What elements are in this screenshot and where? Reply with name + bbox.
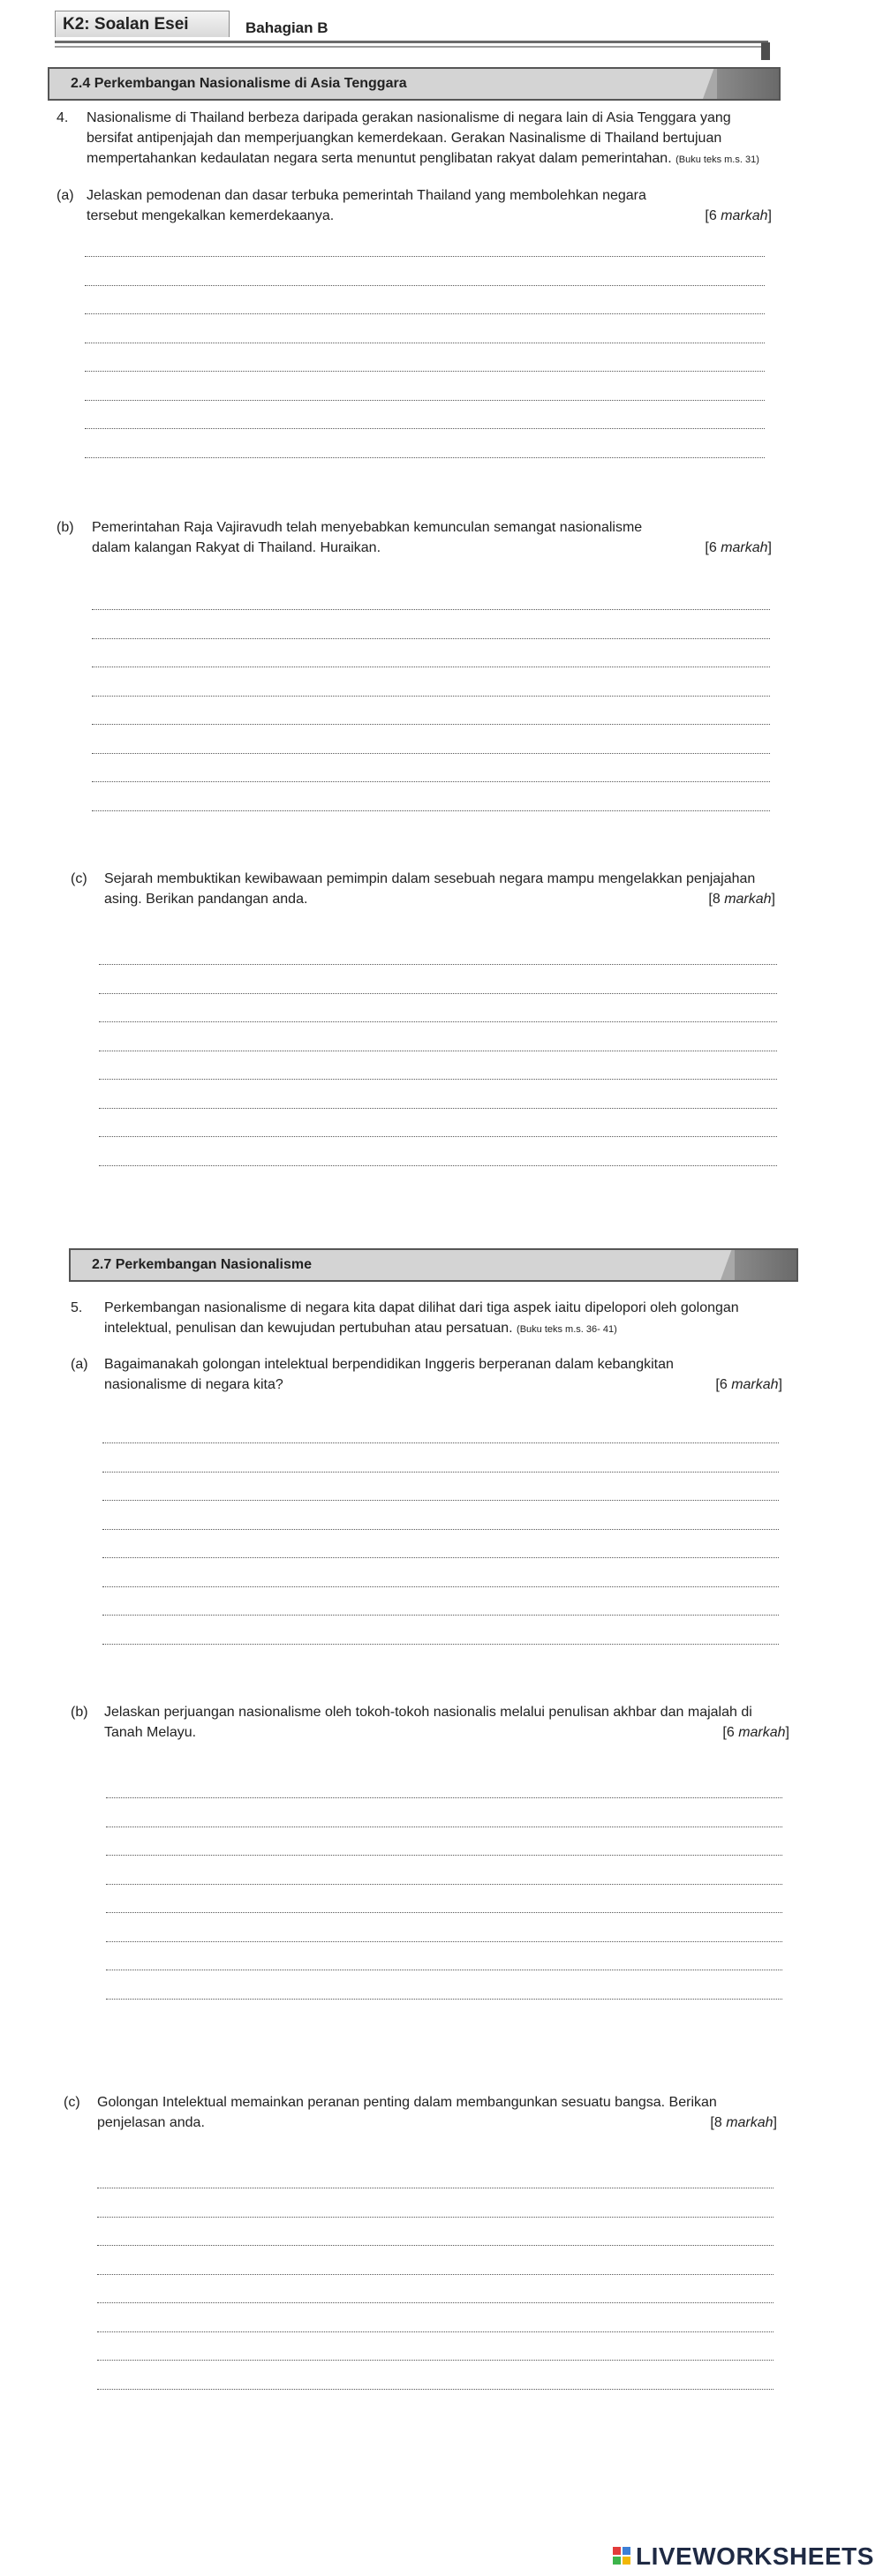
header-tab-label: K2: Soalan Esei [63,15,189,34]
answer-line[interactable] [97,2302,774,2303]
liveworksheets-logo [613,2542,874,2571]
answer-line[interactable] [102,1615,779,1616]
answer-line[interactable] [92,609,770,610]
marks-label: [6 markah] [722,1725,789,1740]
answer-line[interactable] [102,1442,779,1443]
textbook-reference: (Buku teks m.s. 36- 41) [517,1324,617,1335]
question-number: 4. [57,110,69,125]
answer-line[interactable] [85,371,765,372]
answer-line[interactable] [97,2274,774,2275]
answer-line[interactable] [99,1108,777,1109]
section-banner-title: 2.7 Perkembangan Nasionalisme [92,1257,312,1272]
liveworksheets-logo-icon [613,2547,632,2566]
question-text: Nasionalisme di Thailand berbeza daripada gerakan nasionalisme di negara lain di Asia Tenggara yang bersifat antipenjajah dan memperjuangkan kemerdekaan. Gerakan Nasinalisme di Thailand bertujuan mempertahankan kedaulatan negara serta menuntut penglibatan rakyat dalam pemerintahan. [87,110,731,166]
answer-line[interactable] [106,1884,782,1885]
answer-line[interactable] [92,781,770,782]
question-5a [71,1354,782,1395]
marks-label: [8 markah] [710,2115,777,2130]
answer-line[interactable] [102,1529,779,1530]
marks-label: [6 markah] [715,1377,782,1392]
answer-line[interactable] [99,1136,777,1137]
answer-line[interactable] [97,2245,774,2246]
question-4a [57,185,772,226]
question-5b [71,1702,789,1743]
answer-line[interactable] [99,964,777,965]
section-label: Bahagian B [245,19,328,36]
sub-question-text: Pemerintahan Raja Vajiravudh telah menyebabkan kemunculan semangat nasionalisme dalam kalangan Rakyat di Thailand. Huraikan. [92,520,643,555]
answer-line[interactable] [99,1165,777,1166]
answer-line[interactable] [99,993,777,994]
question-4 [57,108,774,170]
section-banner-2-7 [69,1248,798,1282]
answer-line[interactable] [97,2360,774,2361]
answer-line[interactable] [92,696,770,697]
answer-line[interactable] [102,1586,779,1587]
answer-line[interactable] [106,1855,782,1856]
sub-question-text: Bagaimanakah golongan intelektual berpendidikan Inggeris berperanan dalam kebangkitan nasionalisme di negara kita? [104,1357,674,1392]
answer-line[interactable] [97,2217,774,2218]
question-5 [71,1298,791,1340]
sub-question-label: (b) [57,520,74,535]
sub-question-text: Golongan Intelektual memainkan peranan penting dalam membangunkan sesuatu bangsa. Berikan penjelasan anda. [97,2095,717,2130]
header-rule [55,41,768,43]
marks-label: [6 markah] [705,208,772,223]
section-banner-title: 2.4 Perkembangan Nasionalisme di Asia Tenggara [71,76,407,91]
sub-question-text: Sejarah membuktikan kewibawaan pemimpin dalam sesebuah negara mampu mengelakkan penjajahan asing. Berikan pandangan anda. [104,871,756,907]
question-4c [71,869,775,909]
question-text: Perkembangan nasionalisme di negara kita dapat dilihat dari tiga aspek iaitu dipelopori oleh golongan intelektual, penulisan dan kewujudan pertubuhan atau persatuan. [104,1300,739,1336]
answer-line[interactable] [97,2331,774,2332]
answer-line[interactable] [102,1557,779,1558]
answer-line[interactable] [85,400,765,401]
sub-question-text: Jelaskan perjuangan nasionalisme oleh tokoh-tokoh nasionalis melalui penulisan akhbar dan majalah di Tanah Melayu. [104,1705,752,1740]
question-5c [64,2092,777,2133]
question-4b [57,517,772,558]
answer-line[interactable] [106,1912,782,1913]
header-rule-secondary [55,46,768,48]
answer-line[interactable] [85,457,765,458]
answer-line[interactable] [85,256,765,257]
section-banner-2-4 [48,67,781,101]
answer-line[interactable] [102,1472,779,1473]
answer-line[interactable] [92,638,770,639]
answer-line[interactable] [85,313,765,314]
answer-line[interactable] [92,810,770,811]
textbook-reference: (Buku teks m.s. 31) [675,154,759,165]
answer-line[interactable] [92,753,770,754]
liveworksheets-logo-text: LIVEWORKSHEETS [636,2542,874,2570]
sub-question-label: (c) [64,2095,80,2110]
sub-question-label: (a) [57,188,74,203]
answer-line[interactable] [99,1021,777,1022]
question-number: 5. [71,1300,83,1315]
answer-line[interactable] [106,1941,782,1942]
answer-line[interactable] [85,285,765,286]
marks-label: [6 markah] [705,540,772,555]
sub-question-label: (a) [71,1357,88,1372]
answer-line[interactable] [102,1644,779,1645]
header-tab [55,11,230,37]
answer-line[interactable] [97,2389,774,2390]
answer-line[interactable] [102,1500,779,1501]
answer-line[interactable] [85,428,765,429]
answer-line[interactable] [106,1999,782,2000]
sub-question-text: Jelaskan pemodenan dan dasar terbuka pemerintah Thailand yang membolehkan negara tersebut mengekalkan kemerdekaanya. [87,188,646,223]
header-rule-end [761,42,770,60]
sub-question-label: (b) [71,1705,88,1720]
marks-label: [8 markah] [708,892,775,907]
sub-question-label: (c) [71,871,87,886]
answer-line[interactable] [92,724,770,725]
answer-line[interactable] [99,1079,777,1080]
answer-line[interactable] [106,1797,782,1798]
